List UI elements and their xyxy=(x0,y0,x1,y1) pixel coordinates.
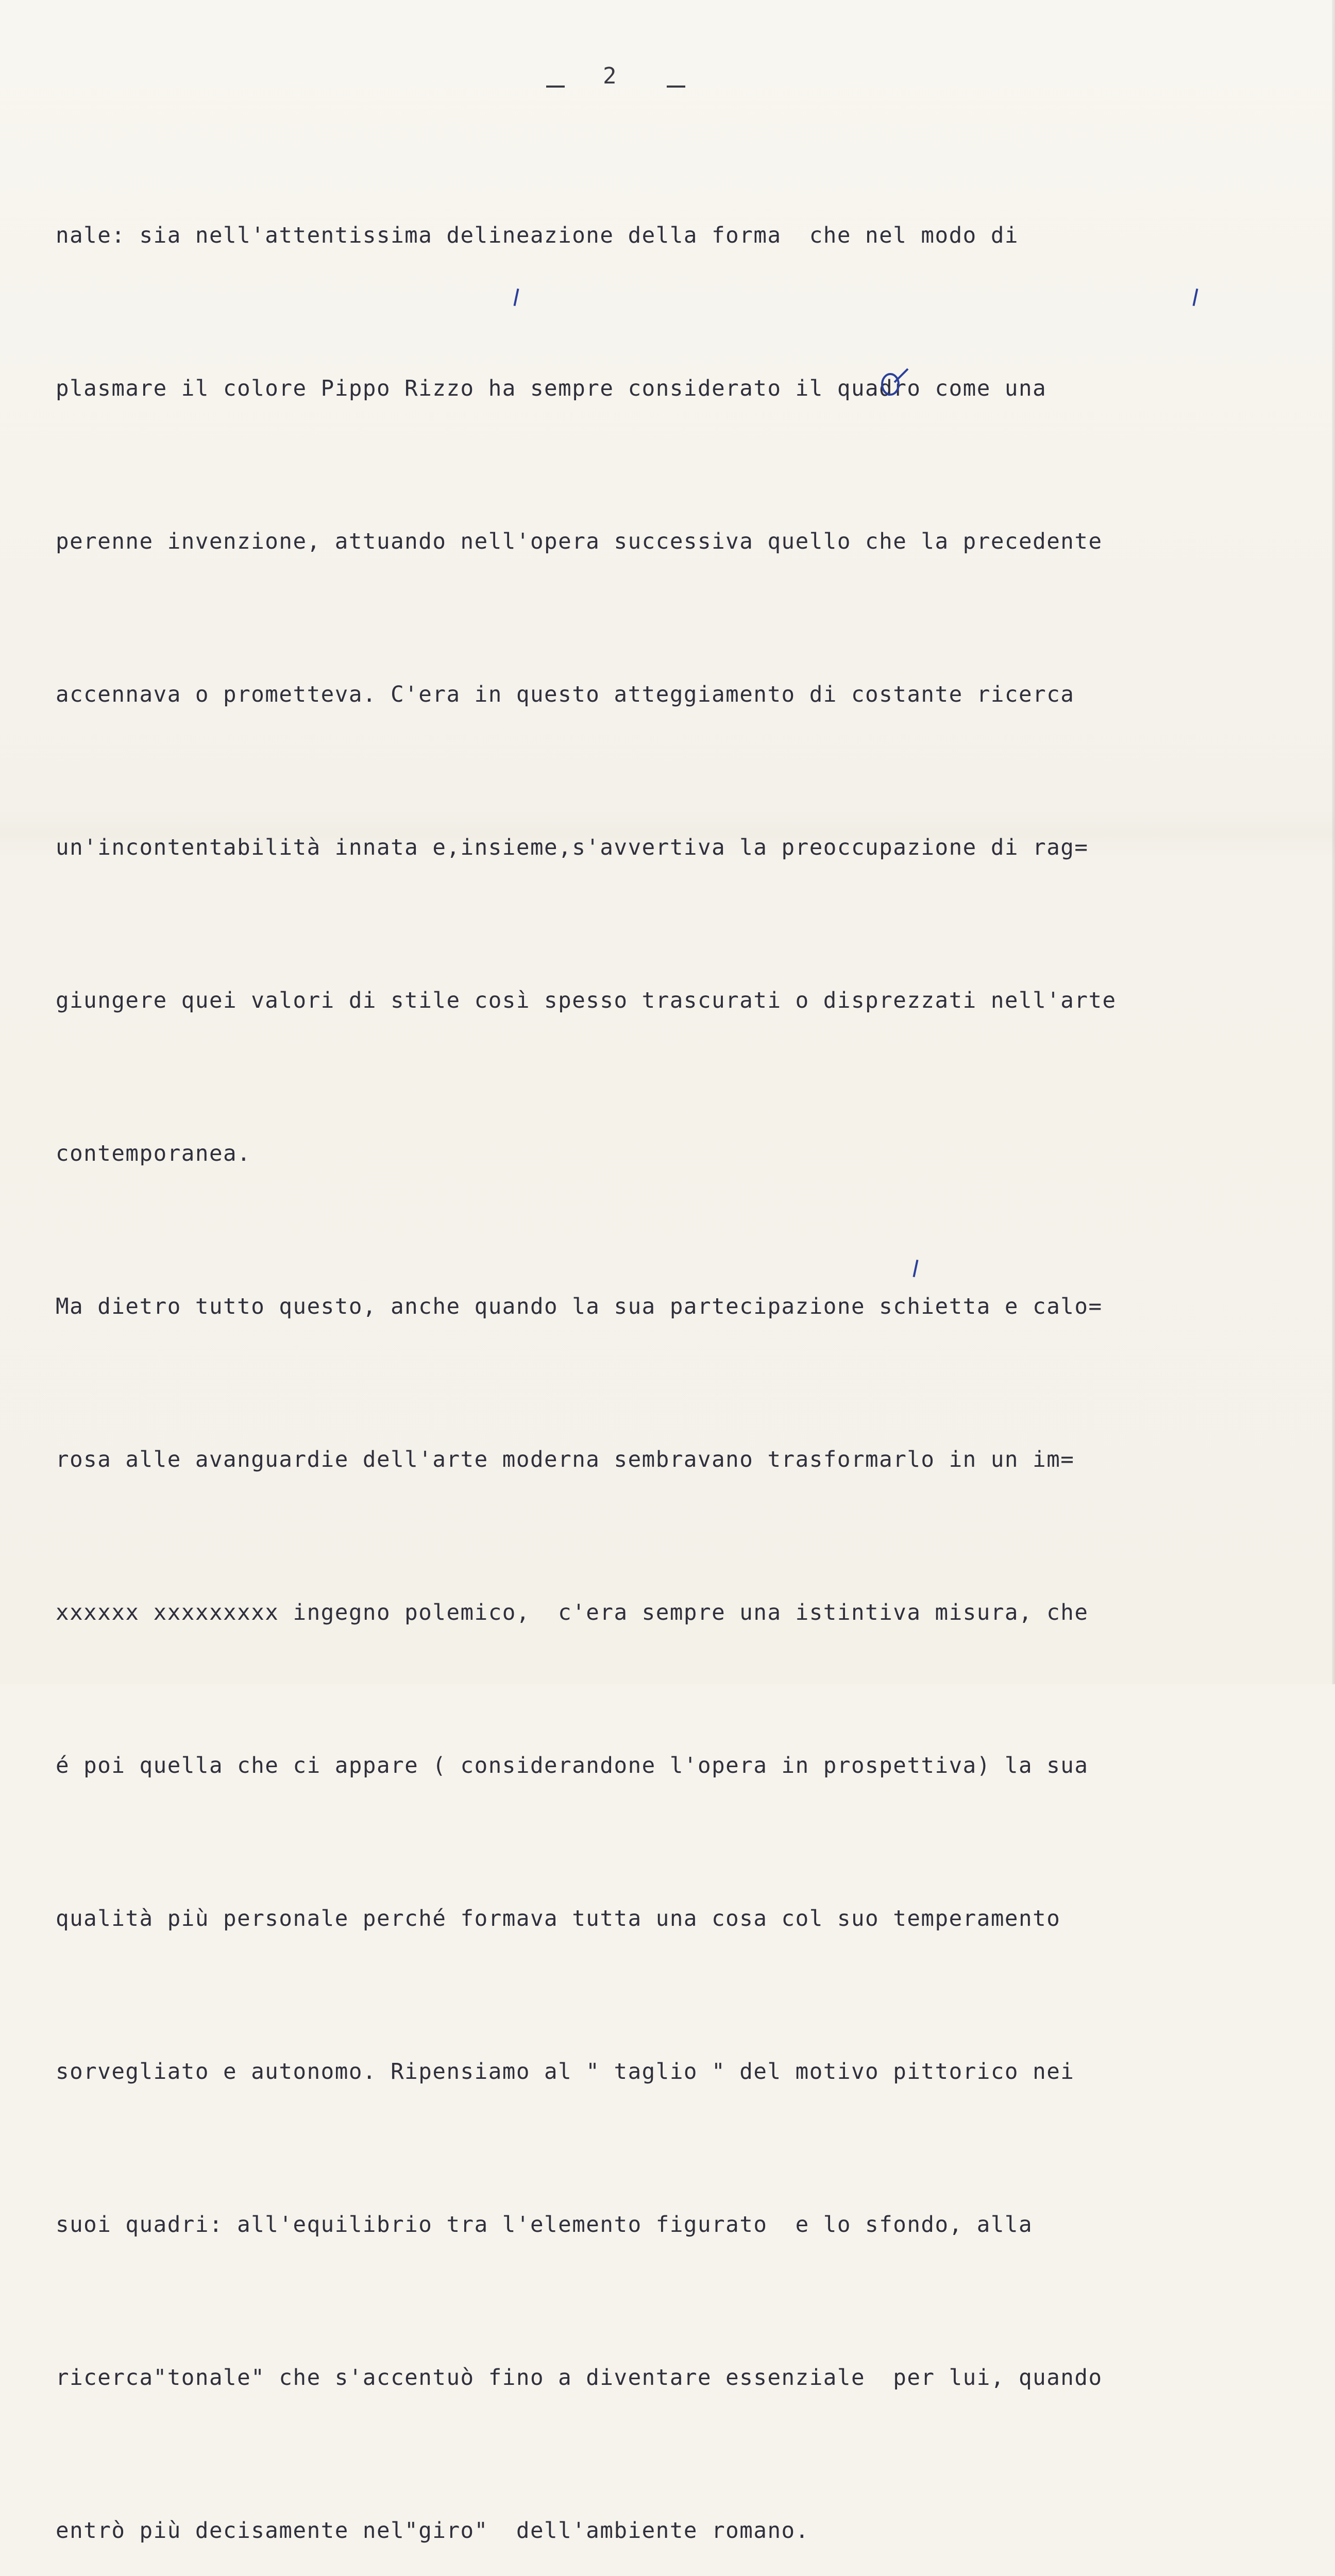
page-number-dash-left xyxy=(546,86,565,88)
page-number xyxy=(536,61,690,102)
text-line: qualità più personale perché formava tutta una cosa col suo temperamento xyxy=(56,1906,1061,1931)
page-number-dash-right xyxy=(667,86,685,88)
text-line: xxxxxx xxxxxxxxx ingegno polemico, c'era sempre una istintiva misura, che xyxy=(56,1600,1089,1625)
text-line: ricerca"tonale" che s'accentuò fino a diventare essenziale per lui, quando xyxy=(56,2365,1103,2391)
correction-circle-mark xyxy=(876,367,912,398)
text-line: entrò più decisamente nel"giro" dell'ambiente romano. xyxy=(56,2518,809,2544)
text-line: sorvegliato e autonomo. Ripensiamo al " taglio " del motivo pittorico nei xyxy=(56,2059,1075,2084)
text-line: plasmare il colore Pippo Rizzo ha sempre considerato il quadro come una xyxy=(56,376,1047,401)
text-line: perenne invenzione, attuando nell'opera successiva quello che la precedente xyxy=(56,529,1103,554)
text-line: suoi quadri: all'equilibrio tra l'elemento figurato e lo sfondo, alla xyxy=(56,2212,1033,2238)
body-text xyxy=(56,108,1292,2576)
text-line: nale: sia nell'attentissima delineazione della forma che nel modo di xyxy=(56,223,1019,248)
text-line: é poi quella che ci appare ( considerandone l'opera in prospettiva) la sua xyxy=(56,1753,1089,1778)
text-line: giungere quei valori di stile così spesso trascurati o disprezzati nell'arte xyxy=(56,988,1117,1013)
text-line: rosa alle avanguardie dell'arte moderna sembravano trasformarlo in un im= xyxy=(56,1447,1075,1472)
text-line: Ma dietro tutto questo, anche quando la sua partecipazione schietta e calo= xyxy=(56,1294,1103,1319)
text-line: accennava o prometteva. C'era in questo atteggiamento di costante ricerca xyxy=(56,682,1075,707)
text-line: un'incontentabilità innata e,insieme,s'avvertiva la preoccupazione di rag= xyxy=(56,835,1089,860)
text-line: contemporanea. xyxy=(56,1141,251,1166)
paper-fold xyxy=(1332,0,1335,1684)
page-number-value: 2 xyxy=(603,63,619,89)
